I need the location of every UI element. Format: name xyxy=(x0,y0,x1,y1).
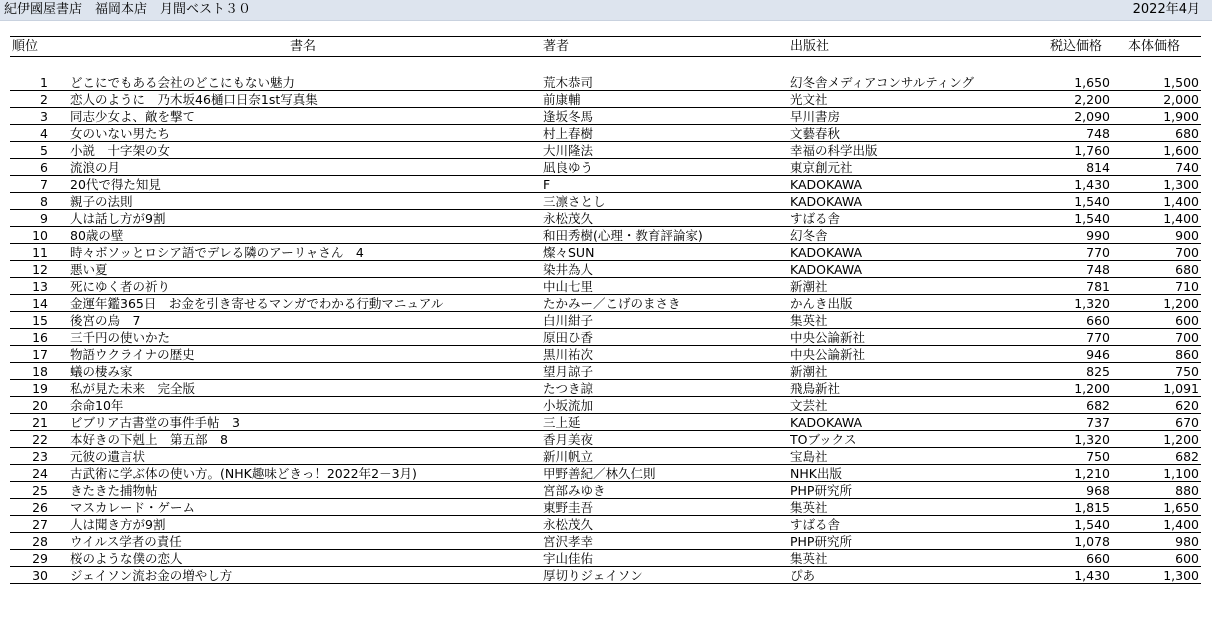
title-cell: ジェイソン流お金の増やし方 xyxy=(70,568,233,583)
publisher-cell: ぴあ xyxy=(790,568,816,583)
column-header-rank: 順位 xyxy=(12,39,39,54)
publisher-cell: 中央公論新社 xyxy=(790,330,866,345)
rank-cell: 10 xyxy=(32,228,48,243)
title-banner xyxy=(0,0,1212,21)
price-tax-cell: 748 xyxy=(1086,262,1110,277)
title-cell: 80歳の壁 xyxy=(70,228,124,243)
price-tax-cell: 814 xyxy=(1086,160,1110,175)
table-row xyxy=(10,397,1201,414)
author-cell: 香月美夜 xyxy=(543,432,594,447)
author-cell: 中山七里 xyxy=(543,279,594,294)
price-base-cell: 2,000 xyxy=(1163,92,1199,107)
price-tax-cell: 825 xyxy=(1086,364,1110,379)
rank-cell: 12 xyxy=(32,262,48,277)
rank-cell: 30 xyxy=(32,568,48,583)
title-cell: 蟻の棲み家 xyxy=(70,364,133,379)
price-base-cell: 1,600 xyxy=(1163,143,1199,158)
table-row xyxy=(10,125,1201,142)
author-cell: 宮沢孝幸 xyxy=(543,534,594,549)
rank-cell: 17 xyxy=(32,347,48,362)
publisher-cell: KADOKAWA xyxy=(790,194,863,209)
price-base-cell: 600 xyxy=(1175,551,1199,566)
author-cell: 村上春樹 xyxy=(543,126,594,141)
table-row xyxy=(10,295,1201,312)
price-base-cell: 1,400 xyxy=(1163,211,1199,226)
price-tax-cell: 1,430 xyxy=(1074,568,1110,583)
title-cell: どこにでもある会社のどこにもない魅力 xyxy=(70,75,296,90)
report-date: 2022年4月 xyxy=(1132,2,1200,17)
price-base-cell: 900 xyxy=(1175,228,1199,243)
title-cell: 三千円の使いかた xyxy=(70,330,171,345)
column-header-price-base: 本体価格 xyxy=(1128,39,1181,54)
publisher-cell: 集英社 xyxy=(790,551,828,566)
title-cell: 流浪の月 xyxy=(70,160,121,175)
rank-cell: 29 xyxy=(32,551,48,566)
rank-cell: 21 xyxy=(32,415,48,430)
author-cell: 染井為人 xyxy=(543,262,594,277)
author-cell: 原田ひ香 xyxy=(543,330,594,345)
publisher-cell: KADOKAWA xyxy=(790,245,863,260)
price-base-cell: 1,400 xyxy=(1163,194,1199,209)
price-tax-cell: 1,760 xyxy=(1074,143,1110,158)
publisher-cell: 幸福の科学出版 xyxy=(790,143,878,158)
rank-cell: 20 xyxy=(32,398,48,413)
title-cell: 私が見た未来 完全版 xyxy=(70,381,196,396)
price-tax-cell: 682 xyxy=(1086,398,1110,413)
price-tax-cell: 660 xyxy=(1086,551,1110,566)
price-base-cell: 880 xyxy=(1175,483,1199,498)
price-tax-cell: 2,200 xyxy=(1074,92,1110,107)
publisher-cell: 文芸社 xyxy=(790,398,828,413)
author-cell: 三凛さとし xyxy=(543,194,606,209)
author-cell: 小坂流加 xyxy=(543,398,594,413)
author-cell: 和田秀樹(心理・教育評論家) xyxy=(543,228,703,243)
title-cell: 親子の法則 xyxy=(70,194,133,209)
rank-cell: 18 xyxy=(32,364,48,379)
price-base-cell: 1,200 xyxy=(1163,432,1199,447)
table-row xyxy=(10,499,1201,516)
table-row xyxy=(10,91,1201,108)
table-row xyxy=(10,193,1201,210)
publisher-cell: NHK出版 xyxy=(790,466,842,481)
title-cell: 人は話し方が9割 xyxy=(70,211,166,226)
publisher-cell: 集英社 xyxy=(790,500,828,515)
author-cell: 黒川祐次 xyxy=(543,347,594,362)
publisher-cell: 早川書房 xyxy=(790,109,841,124)
rank-cell: 1 xyxy=(40,75,48,90)
rank-cell: 11 xyxy=(32,245,48,260)
rank-cell: 7 xyxy=(40,177,48,192)
publisher-cell: KADOKAWA xyxy=(790,262,863,277)
table-row xyxy=(10,108,1201,125)
rank-cell: 24 xyxy=(32,466,48,481)
column-header-author: 著者 xyxy=(543,39,570,54)
rank-cell: 25 xyxy=(32,483,48,498)
price-tax-cell: 1,430 xyxy=(1074,177,1110,192)
rank-cell: 27 xyxy=(32,517,48,532)
title-cell: 元彼の遺言状 xyxy=(70,449,146,464)
rank-cell: 23 xyxy=(32,449,48,464)
rank-cell: 22 xyxy=(32,432,48,447)
price-tax-cell: 968 xyxy=(1086,483,1110,498)
publisher-cell: 東京創元社 xyxy=(790,160,853,175)
price-base-cell: 1,200 xyxy=(1163,296,1199,311)
price-tax-cell: 1,200 xyxy=(1074,381,1110,396)
title-cell: ビブリア古書堂の事件手帖 3 xyxy=(70,415,240,430)
author-cell: 逢坂冬馬 xyxy=(543,109,594,124)
price-tax-cell: 1,210 xyxy=(1074,466,1110,481)
publisher-cell: 光文社 xyxy=(790,92,828,107)
publisher-cell: 幻冬舎メディアコンサルティング xyxy=(790,75,975,90)
author-cell: 荒木恭司 xyxy=(543,75,594,90)
title-cell: 桜のような僕の恋人 xyxy=(70,551,183,566)
title-cell: 人は聞き方が9割 xyxy=(70,517,166,532)
publisher-cell: PHP研究所 xyxy=(790,534,852,549)
rank-cell: 2 xyxy=(40,92,48,107)
table-row xyxy=(10,431,1201,448)
table-row xyxy=(10,533,1201,550)
title-cell: 古武術に学ぶ体の使い方。(NHK趣味どきっ！2022年2－3月) xyxy=(70,466,417,481)
publisher-cell: 新潮社 xyxy=(790,279,828,294)
table-row xyxy=(10,363,1201,380)
table-row xyxy=(10,346,1201,363)
price-base-cell: 670 xyxy=(1175,415,1199,430)
author-cell: 白川紺子 xyxy=(543,313,594,328)
author-cell: 永松茂久 xyxy=(543,211,594,226)
price-base-cell: 860 xyxy=(1175,347,1199,362)
title-cell: 悪い夏 xyxy=(70,262,108,277)
author-cell: 三上延 xyxy=(543,415,581,430)
rank-cell: 9 xyxy=(40,211,48,226)
price-tax-cell: 1,320 xyxy=(1074,296,1110,311)
price-base-cell: 1,650 xyxy=(1163,500,1199,515)
price-tax-cell: 1,650 xyxy=(1074,75,1110,90)
column-header-title: 書名 xyxy=(290,39,317,54)
price-base-cell: 980 xyxy=(1175,534,1199,549)
table-row xyxy=(10,550,1201,567)
price-base-cell: 1,900 xyxy=(1163,109,1199,124)
table-row xyxy=(10,261,1201,278)
author-cell: 望月諒子 xyxy=(543,364,594,379)
price-base-cell: 1,100 xyxy=(1163,466,1199,481)
author-cell: 燦々SUN xyxy=(543,245,595,260)
price-tax-cell: 737 xyxy=(1086,415,1110,430)
table-row xyxy=(10,227,1201,244)
price-base-cell: 620 xyxy=(1175,398,1199,413)
table-row xyxy=(10,142,1201,159)
title-cell: 後宮の烏 7 xyxy=(70,313,141,328)
title-cell: 本好きの下剋上 第五部 8 xyxy=(70,432,228,447)
author-cell: たかみー／こげのまさき xyxy=(543,296,681,311)
publisher-cell: 宝島社 xyxy=(790,449,828,464)
page-title: 紀伊國屋書店 福岡本店 月間ベスト３０ xyxy=(4,2,252,17)
price-base-cell: 750 xyxy=(1175,364,1199,379)
price-base-cell: 1,091 xyxy=(1163,381,1199,396)
author-cell: F xyxy=(543,177,551,192)
author-cell: 宮部みゆき xyxy=(543,483,606,498)
rank-cell: 26 xyxy=(32,500,48,515)
column-header-price-tax: 税込価格 xyxy=(1050,39,1103,54)
rank-cell: 19 xyxy=(32,381,48,396)
price-tax-cell: 1,078 xyxy=(1074,534,1110,549)
publisher-cell: PHP研究所 xyxy=(790,483,852,498)
publisher-cell: KADOKAWA xyxy=(790,415,863,430)
author-cell: 東野圭吾 xyxy=(543,500,594,515)
author-cell: 宇山佳佑 xyxy=(543,551,594,566)
price-tax-cell: 781 xyxy=(1086,279,1110,294)
rank-cell: 3 xyxy=(40,109,48,124)
publisher-cell: かんき出版 xyxy=(790,296,853,311)
author-cell: 甲野善紀／林久仁則 xyxy=(543,466,656,481)
price-base-cell: 1,500 xyxy=(1163,75,1199,90)
table-row xyxy=(10,380,1201,397)
publisher-cell: TOブックス xyxy=(790,432,857,447)
publisher-cell: すばる舎 xyxy=(790,211,841,226)
publisher-cell: 文藝春秋 xyxy=(790,126,841,141)
table-row xyxy=(10,244,1201,261)
price-base-cell: 1,400 xyxy=(1163,517,1199,532)
price-tax-cell: 1,815 xyxy=(1074,500,1110,515)
title-cell: 女のいない男たち xyxy=(70,126,171,141)
title-cell: 死にゆく者の祈り xyxy=(70,279,171,294)
price-tax-cell: 770 xyxy=(1086,330,1110,345)
table-row xyxy=(10,482,1201,499)
title-cell: 20代で得た知見 xyxy=(70,177,161,192)
table-row xyxy=(10,74,1201,91)
table-row xyxy=(10,465,1201,482)
publisher-cell: 集英社 xyxy=(790,313,828,328)
publisher-cell: 中央公論新社 xyxy=(790,347,866,362)
publisher-cell: 幻冬舎 xyxy=(790,228,828,243)
price-tax-cell: 748 xyxy=(1086,126,1110,141)
publisher-cell: KADOKAWA xyxy=(790,177,863,192)
table-row xyxy=(10,278,1201,295)
title-cell: 余命10年 xyxy=(70,398,124,413)
price-base-cell: 680 xyxy=(1175,126,1199,141)
table-header xyxy=(10,36,1201,57)
rank-cell: 28 xyxy=(32,534,48,549)
author-cell: 大川隆法 xyxy=(543,143,594,158)
table-row xyxy=(10,448,1201,465)
title-cell: きたきた捕物帖 xyxy=(70,483,158,498)
author-cell: 厚切りジェイソン xyxy=(543,568,643,583)
rank-cell: 13 xyxy=(32,279,48,294)
title-cell: ウイルス学者の責任 xyxy=(70,534,182,549)
title-cell: 小説 十字架の女 xyxy=(70,143,171,158)
table-row xyxy=(10,414,1201,431)
price-tax-cell: 2,090 xyxy=(1074,109,1110,124)
price-base-cell: 682 xyxy=(1175,449,1199,464)
price-base-cell: 680 xyxy=(1175,262,1199,277)
publisher-cell: すばる舎 xyxy=(790,517,841,532)
title-cell: 同志少女よ、敵を撃て xyxy=(70,109,196,124)
price-tax-cell: 1,540 xyxy=(1074,194,1110,209)
price-base-cell: 1,300 xyxy=(1163,568,1199,583)
title-cell: 恋人のように 乃木坂46樋口日奈1st写真集 xyxy=(70,92,318,107)
table-row xyxy=(10,312,1201,329)
price-tax-cell: 660 xyxy=(1086,313,1110,328)
price-tax-cell: 1,540 xyxy=(1074,211,1110,226)
price-tax-cell: 770 xyxy=(1086,245,1110,260)
title-cell: 時々ボソッとロシア語でデレる隣のアーリャさん 4 xyxy=(70,245,364,260)
price-tax-cell: 990 xyxy=(1086,228,1110,243)
author-cell: 永松茂久 xyxy=(543,517,594,532)
table-row xyxy=(10,159,1201,176)
rank-cell: 5 xyxy=(40,143,48,158)
author-cell: 新川帆立 xyxy=(543,449,594,464)
table-row xyxy=(10,176,1201,193)
rank-cell: 16 xyxy=(32,330,48,345)
publisher-cell: 飛鳥新社 xyxy=(790,381,841,396)
author-cell: 前康輔 xyxy=(543,92,581,107)
rank-cell: 8 xyxy=(40,194,48,209)
table-row xyxy=(10,567,1201,584)
column-header-publisher: 出版社 xyxy=(790,39,830,54)
price-base-cell: 740 xyxy=(1175,160,1199,175)
price-base-cell: 700 xyxy=(1175,245,1199,260)
rank-cell: 15 xyxy=(32,313,48,328)
table-row xyxy=(10,516,1201,533)
table-row xyxy=(10,210,1201,227)
title-cell: 金運年鑑365日 お金を引き寄せるマンガでわかる行動マニュアル xyxy=(70,296,444,311)
table-row xyxy=(10,329,1201,346)
title-cell: 物語ウクライナの歴史 xyxy=(70,347,195,362)
publisher-cell: 新潮社 xyxy=(790,364,828,379)
title-cell: マスカレード・ゲーム xyxy=(70,500,196,515)
price-tax-cell: 1,540 xyxy=(1074,517,1110,532)
price-base-cell: 1,300 xyxy=(1163,177,1199,192)
ranking-table-body xyxy=(10,74,1201,584)
price-base-cell: 700 xyxy=(1175,330,1199,345)
price-tax-cell: 1,320 xyxy=(1074,432,1110,447)
price-base-cell: 710 xyxy=(1175,279,1199,294)
author-cell: たつき諒 xyxy=(543,381,594,396)
author-cell: 凪良ゆう xyxy=(543,160,594,175)
rank-cell: 14 xyxy=(32,296,48,311)
price-tax-cell: 946 xyxy=(1086,347,1110,362)
rank-cell: 6 xyxy=(40,160,48,175)
price-base-cell: 600 xyxy=(1175,313,1199,328)
price-tax-cell: 750 xyxy=(1086,449,1110,464)
rank-cell: 4 xyxy=(40,126,48,141)
